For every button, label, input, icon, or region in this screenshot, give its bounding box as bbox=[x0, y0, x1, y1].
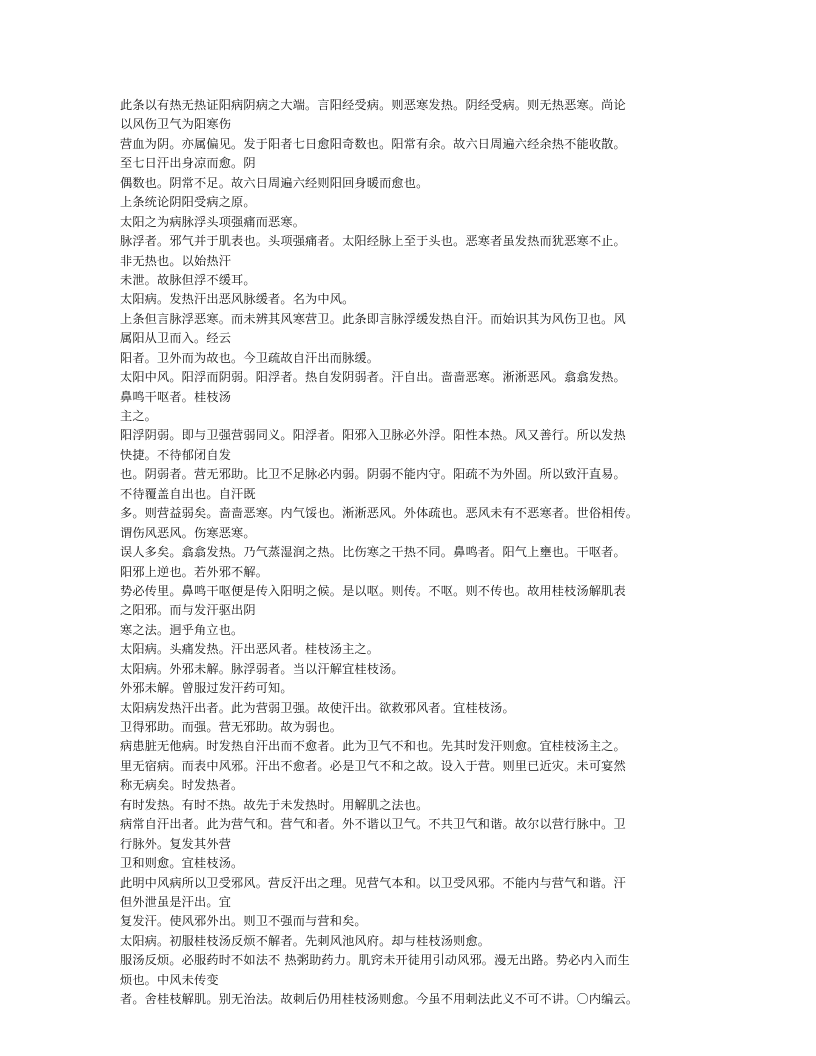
text-line: 谓伤风恶风。伤寒恶寒。 bbox=[120, 525, 256, 540]
text-line: 不待覆盖自出也。自汗既 bbox=[120, 486, 256, 501]
text-line: 外邪未解。曾服过发汗药可知。 bbox=[120, 681, 293, 696]
text-line: 此明中风病所以卫受邪风。营反汗出之理。见营气本和。以卫受风邪。不能内与营气和谐。汗 bbox=[120, 875, 626, 890]
text-line: 脉浮者。邪气并于肌表也。头项强痛者。太阳经脉上至于头也。恶寒者虽发热而犹恶寒不止。 bbox=[120, 234, 626, 249]
document-page bbox=[120, 96, 700, 1010]
text-line: 属阳从卫而入。经云 bbox=[120, 331, 232, 346]
text-line: 阳邪上逆也。若外邪不解。 bbox=[120, 564, 269, 579]
text-line: 误人多矣。翕翕发热。乃气蒸湿润之热。比伤寒之干热不同。鼻鸣者。阳气上壅也。干呕者。 bbox=[120, 545, 626, 560]
text-line: 卫和则愈。宜桂枝汤。 bbox=[120, 856, 244, 871]
text-line: 病患脏无他病。时发热自汗出而不愈者。此为卫气不和也。先其时发汗则愈。宜桂枝汤主之。 bbox=[120, 739, 626, 754]
text-line: 烦也。中风未传变 bbox=[120, 972, 219, 987]
text-line: 阳浮阴弱。即与卫强营弱同义。阳浮者。阳邪入卫脉必外浮。阳性本热。风又善行。所以发热 bbox=[120, 428, 626, 443]
text-line: 主之。 bbox=[120, 409, 158, 423]
text-line: 行脉外。复发其外营 bbox=[120, 836, 232, 851]
text-line: 有时发热。有时不热。故先于未发热时。用解肌之法也。 bbox=[120, 797, 429, 812]
text-line: 病常自汗出者。此为营气和。营气和者。外不谐以卫气。不共卫气和谐。故尔以营行脉中。卫 bbox=[120, 817, 626, 832]
text-line: 复发汗。使风邪外出。则卫不强而与营和矣。 bbox=[120, 914, 367, 929]
text-line: 里无宿病。而表中风邪。汗出不愈者。必是卫气不和之故。设入于营。则里已近灾。未可宴然 bbox=[120, 758, 626, 773]
text-line: 者。舍桂枝解肌。别无治法。故刺后仍用桂枝汤则愈。今虽不用刺法此义不可不讲。〇内编云。 bbox=[120, 992, 639, 1007]
text-line: 太阳中风。阳浮而阴弱。阳浮者。热自发阴弱者。汗自出。啬啬恶寒。淅淅恶风。翕翕发热。 bbox=[120, 370, 626, 385]
text-line: 服汤反烦。必服药时不如法不 热粥助药力。肌窍未开徒用引动风邪。漫无出路。势必内入而生 bbox=[120, 953, 630, 968]
text-line: 太阳病。头痛发热。汗出恶风者。桂枝汤主之。 bbox=[120, 642, 380, 657]
text-line: 偶数也。阴常不足。故六日周遍六经则阳回身暖而愈也。 bbox=[120, 175, 429, 190]
text-line: 上条统论阴阳受病之原。 bbox=[120, 195, 256, 210]
text-line: 但外泄虽是汗出。宜 bbox=[120, 894, 232, 909]
text-line: 太阳病。外邪未解。脉浮弱者。当以汗解宜桂枝汤。 bbox=[120, 661, 404, 676]
text-line: 以风伤卫气为阳寒伤 bbox=[120, 117, 232, 132]
text-line: 太阳之为病脉浮头项强痛而恶寒。 bbox=[120, 214, 306, 229]
text-line: 太阳病。初服桂枝汤反烦不解者。先刺风池风府。却与桂枝汤则愈。 bbox=[120, 933, 491, 948]
text-line: 太阳病发热汗出者。此为营弱卫强。故使汗出。欲救邪风者。宜桂枝汤。 bbox=[120, 700, 515, 715]
text-line: 也。阴弱者。营无邪助。比卫不足脉必内弱。阴弱不能内守。阳疏不为外固。所以致汗直易。 bbox=[120, 467, 626, 482]
text-line: 未泄。故脉但浮不缓耳。 bbox=[120, 272, 256, 287]
text-line: 阳者。卫外而为故也。今卫疏故自汗出而脉缓。 bbox=[120, 350, 380, 365]
text-line: 势必传里。鼻鸣干呕便是传入阳明之候。是以呕。则传。不呕。则不传也。故用桂枝汤解肌表 bbox=[120, 583, 626, 598]
text-line: 太阳病。发热汗出恶风脉缓者。名为中风。 bbox=[120, 292, 355, 307]
text-line: 多。则营益弱矣。啬啬恶寒。内气馁也。淅淅恶风。外体疏也。恶风未有不恶寒者。世俗相传。 bbox=[120, 506, 639, 521]
text-line: 卫得邪助。而强。营无邪助。故为弱也。 bbox=[120, 720, 343, 734]
text-line: 寒之法。迥乎角立也。 bbox=[120, 622, 244, 637]
text-line: 快捷。不待郁闭自发 bbox=[120, 447, 232, 462]
text-line: 非无热也。以始热汗 bbox=[120, 253, 232, 268]
text-line: 此条以有热无热证阳病阴病之大端。言阳经受病。则恶寒发热。阴经受病。则无热恶寒。尚论 bbox=[120, 98, 626, 112]
text-line: 上条但言脉浮恶寒。而未辨其风寒营卫。此条即言脉浮缓发热自汗。而始识其为风伤卫也。风 bbox=[120, 311, 626, 326]
text-line: 鼻鸣干呕者。桂枝汤 bbox=[120, 389, 232, 404]
text-line: 营血为阴。亦属偏见。发于阳者七日愈阳奇数也。阳常有余。故六日周遍六经余热不能收散。 bbox=[120, 136, 626, 151]
text-line: 至七日汗出身凉而愈。阴 bbox=[120, 156, 256, 171]
text-line: 称无病矣。时发热者。 bbox=[120, 778, 244, 793]
text-line: 之阳邪。而与发汗驱出阴 bbox=[120, 603, 256, 618]
